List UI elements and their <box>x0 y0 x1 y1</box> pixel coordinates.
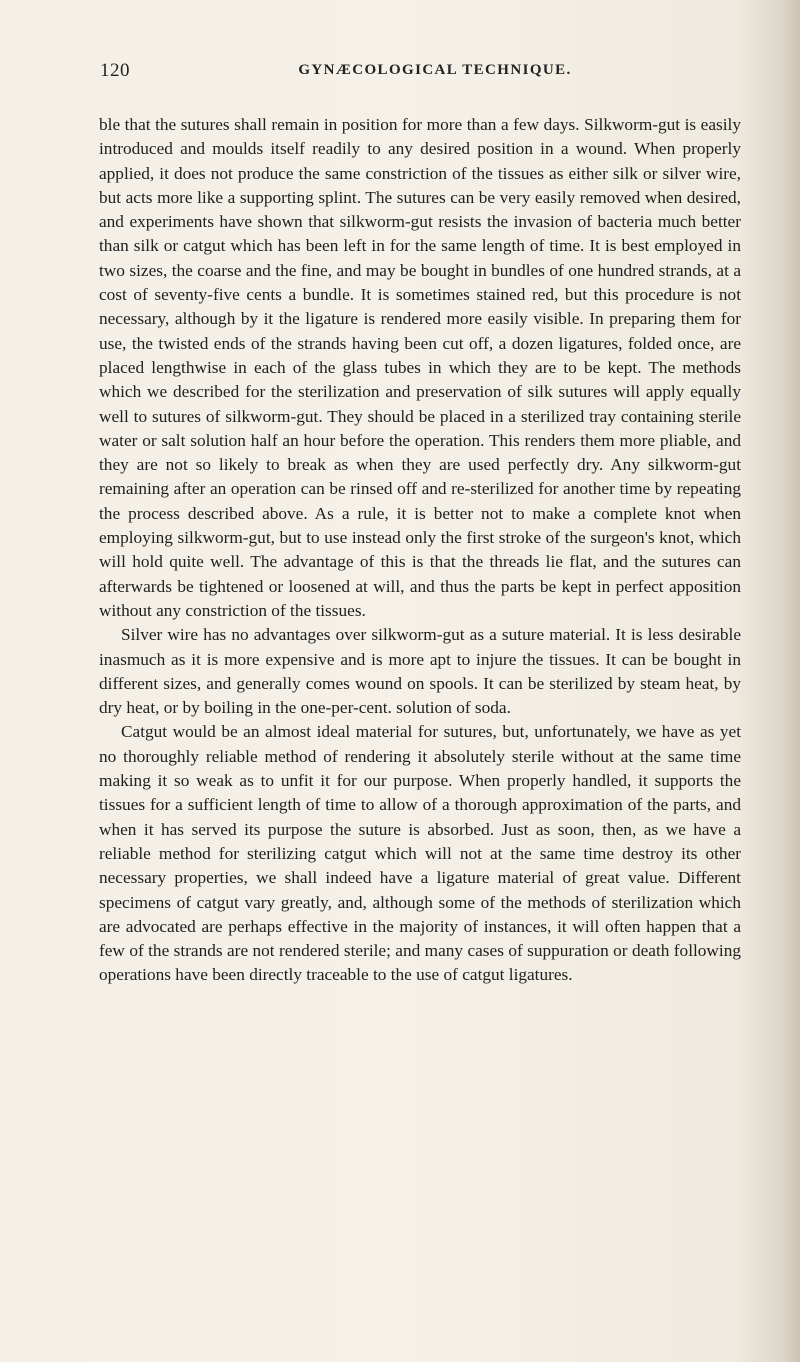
paragraph-catgut: Catgut would be an almost ideal material for sutures, but, unfortunately, we have as yet no thoroughly reliable method of rendering it absolutely sterile without at the same time making it so weak as to unfit it for our purpose. When properly handled, it supports the tissues for a sufficient length of time to allow of a thorough approximation of the parts, and when it has served its purpose the suture is absorbed. Just as soon, then, as we have a reliable method for sterilizing catgut which will not at the same time destroy its other necessary properties, we shall indeed have a ligature material of great value. Different specimens of catgut vary greatly, and, although some of the methods of sterilization which are advocated are perhaps effective in the majority of instances, it will often happen that a few of the strands are not rendered sterile; and many cases of suppuration or death following operations have been directly traceable to the use of catgut ligatures. <box>99 722 741 985</box>
paragraph-silver-wire: Silver wire has no advantages over silkworm-gut as a suture material. It is less desirable inasmuch as it is more expensive and is more apt to injure the tissues. It can be bought in different sizes, and generally comes wound on spools. It can be sterilized by steam heat, by dry heat, or by boiling in the one-per-cent. solution of soda. <box>99 625 741 718</box>
running-title: GYNÆCOLOGICAL TECHNIQUE. <box>298 62 572 78</box>
page-number: 120 <box>100 60 130 81</box>
body-text <box>99 113 741 988</box>
running-head <box>100 60 740 84</box>
paragraph-silkworm-gut: ble that the sutures shall remain in position for more than a few days. Silkworm-gut is easily introduced and moulds itself readily to any desired position in a wound. When properly applied, it does not produce the same constriction of the tissues as either silk or silver wire, but acts more like a supporting splint. The sutures can be very easily removed when desired, and experiments have shown that silkworm-gut resists the invasion of bacteria much better than silk or catgut which has been left in for the same length of time. It is best employed in two sizes, the coarse and the fine, and may be bought in bundles of one hundred strands, at a cost of seventy-five cents a bundle. It is sometimes stained red, but this procedure is not necessary, although by it the ligature is rendered more easily visible. In preparing them for use, the twisted ends of the strands having been cut off, a dozen ligatures, folded once, are placed lengthwise in each of the glass tubes in which they are to be kept. The methods which we described for the sterilization and preservation of silk sutures will apply equally well to sutures of silkworm-gut. They should be placed in a sterilized tray containing sterile water or salt solution half an hour before the operation. This renders them more pliable, and they are not so likely to break as when they are used perfectly dry. Any silkworm-gut remaining after an operation can be rinsed off and re-sterilized for another time by repeating the process described above. As a rule, it is better not to make a complete knot when employing silkworm-gut, but to use instead only the first stroke of the surgeon's knot, which will hold quite well. The advantage of this is that the threads lie flat, and the sutures can afterwards be tightened or loosened at will, and thus the parts be kept in perfect apposition without any constriction of the tissues. <box>99 115 741 620</box>
